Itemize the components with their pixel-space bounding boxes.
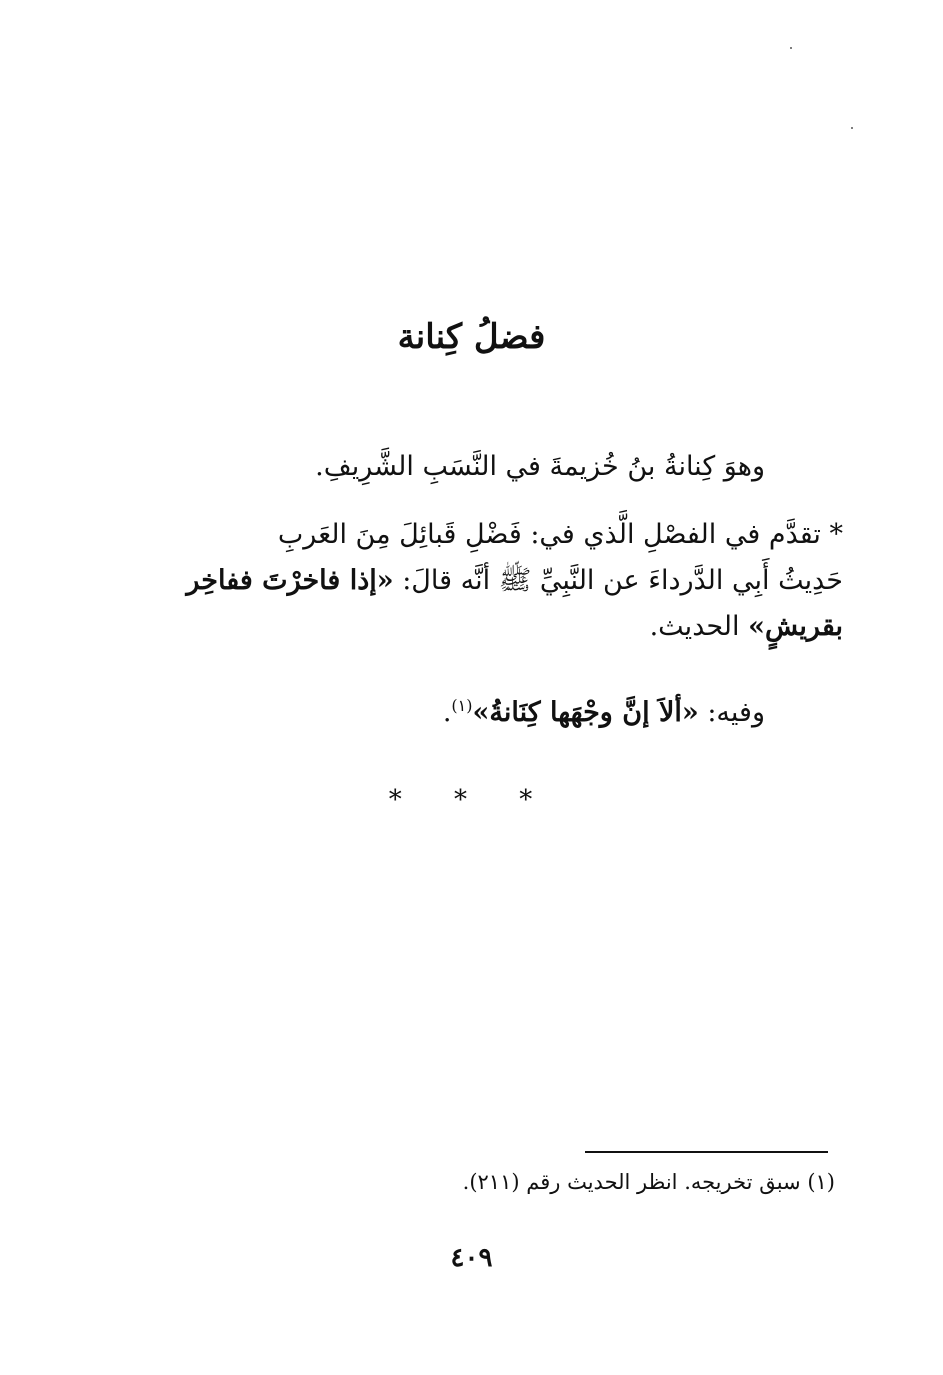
footnote-reference: (١) [451,696,473,715]
paragraph-line-3 [130,604,843,650]
quote-prefix: وفيه: [698,697,765,728]
paragraph-line-2 [130,558,843,604]
paragraph-line-2-text: حَدِيثُ أَبِي الدَّرداءَ عن النَّبِيِّ ﷺ أنَّه قالَ: [393,565,843,596]
footnote: (١) سبق تخريجه. انظر الحديث رقم (٢١١). [462,1170,835,1194]
scan-speck [790,47,792,49]
quote-text: «ألاَ إنَّ وجْهَها كِنَانةُ» [472,697,699,728]
quote-suffix: . [442,697,452,728]
quote-line [120,690,765,736]
paragraph-line-3-text: الحديث. [649,611,749,642]
intro-line: وهوَ كِنانةُ بنُ خُزيمةَ في النَّسَبِ الشَّرِيفِ. [315,451,765,482]
paragraph-line-1: * تقدَّم في الفصْلِ الَّذي في: فَضْلِ قَبائِلَ مِنَ العَربِ [277,519,843,550]
footnote-rule [585,1151,828,1153]
hadith-quote-start: «إذا فاخرْتَ ففاخِر [186,565,394,596]
scan-speck [851,127,853,129]
section-title: فضلُ كِنانة [397,317,546,357]
hadith-paragraph [130,512,843,650]
page-number: ٤٠٩ [450,1243,493,1273]
section-separator: * * * [388,785,555,815]
hadith-quote-end: بقريشٍ» [748,611,843,642]
